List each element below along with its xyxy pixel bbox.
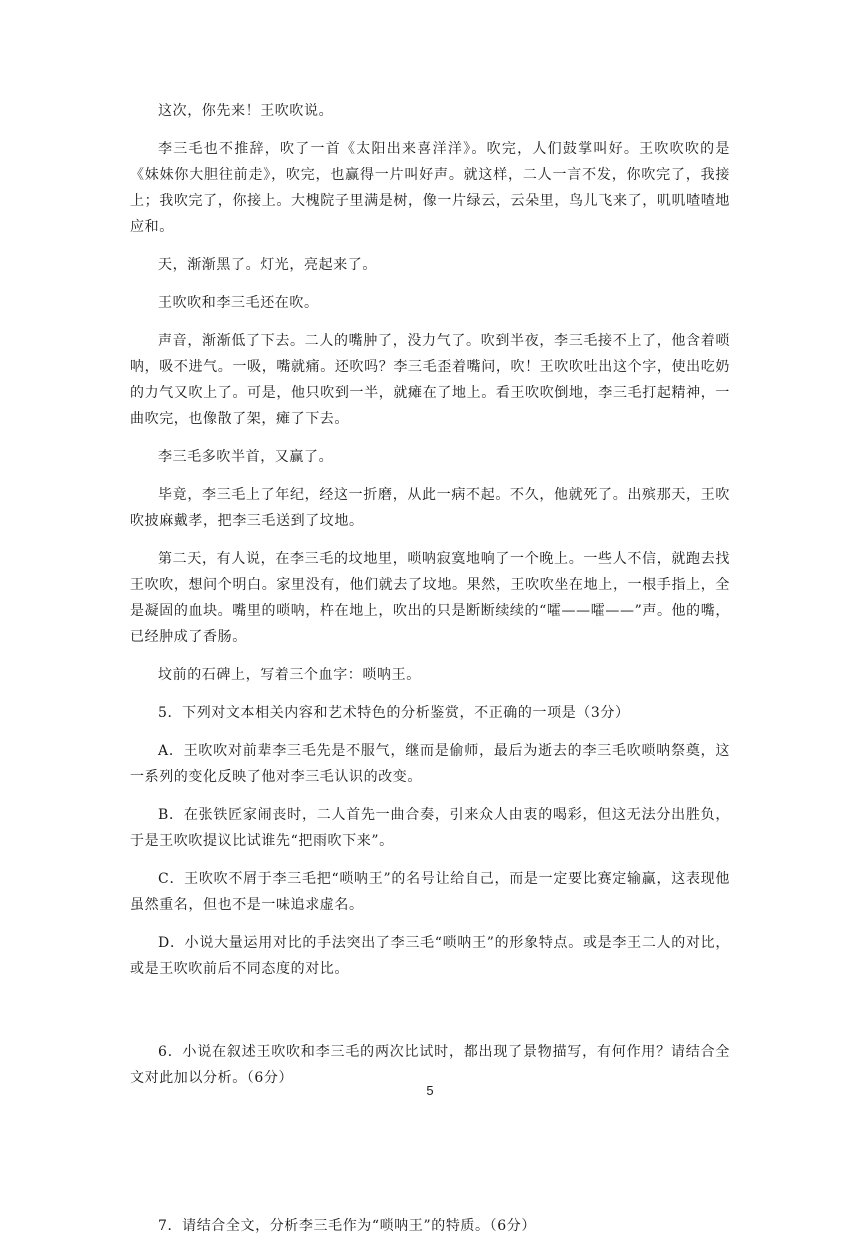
answer-space-q6 <box>130 1091 730 1213</box>
question-7: 7．请结合全文，分析李三毛作为“唢呐王”的特质。（6分） <box>158 1218 536 1234</box>
answer-space-q5 <box>130 994 730 1039</box>
page-content <box>130 98 730 1239</box>
passage-paragraph-2: 李三毛也不推辞，吹了一首《太阳出来喜洋洋》。吹完，人们鼓掌叫好。王吹吹吹的是《妹妹你大胆往前走》，吹完，也赢得一片叫好声。就这样，二人一言不发，你吹完了，我接上；我吹完了，你接上。大槐院子里满是树，像一片绿云，云朵里，鸟儿飞来了，叽叽喳喳地应和。 <box>130 141 730 235</box>
page-number: 5 <box>426 1083 434 1098</box>
question-5-option-b: B．在张铁匠家闹丧时，二人首先一曲合奏，引来众人由衷的喝彩，但这无法分出胜负，于是王吹吹提议比试谁先“把雨吹下来”。 <box>130 807 730 849</box>
passage-paragraph-1: 这次，你先来！王吹吹说。 <box>158 103 334 119</box>
passage-paragraph-4: 王吹吹和李三毛还在吹。 <box>158 295 319 311</box>
passage-paragraph-8: 第二天，有人说，在李三毛的坟地里，唢呐寂寞地响了一个晚上。一些人不信，就跑去找王吹吹，想问个明白。家里没有，他们就去了坟地。果然，王吹吹坐在地上，一根手指上，全是凝固的血块。嘴里的唢呐，杵在地上，吹出的只是断断续续的“嚯——嚯——”声。他的嘴，已经肿成了香肠。 <box>130 551 730 645</box>
question-5-option-a: A．王吹吹对前辈李三毛先是不服气，继而是偷师，最后为逝去的李三毛吹唢呐祭奠，这一系列的变化反映了他对李三毛认识的改变。 <box>130 743 730 785</box>
question-5-stem: 5．下列对文本相关内容和艺术特色的分析鉴赏，不正确的一项是（3分） <box>158 705 630 721</box>
question-5-option-c: C．王吹吹不屑于李三毛把“唢呐王”的名号让给自己，而是一定要比赛定输赢，这表现他虽然重名，但也不是一味追求虚名。 <box>130 871 730 913</box>
passage-paragraph-7: 毕竟，李三毛上了年纪，经这一折磨，从此一病不起。不久，他就死了。出殡那天，王吹吹披麻戴孝，把李三毛送到了坟地。 <box>130 487 730 529</box>
passage-paragraph-9: 坟前的石碑上，写着三个血字：唢呐王。 <box>158 667 421 683</box>
question-5-option-d: D．小说大量运用对比的手法突出了李三毛“唢呐王”的形象特点。或是李王二人的对比，或是王吹吹前后不同态度的对比。 <box>130 935 730 977</box>
passage-paragraph-6: 李三毛多吹半首，又赢了。 <box>158 449 334 465</box>
question-6: 6．小说在叙述王吹吹和李三毛的两次比试时，都出现了景物描写，有何作用？请结合全文对此加以分析。（6分） <box>130 1044 730 1086</box>
passage-paragraph-5: 声音，渐渐低了下去。二人的嘴肿了，没力气了。吹到半夜，李三毛接不上了，他含着唢呐，吸不进气。一吸，嘴就痛。还吹吗？李三毛歪着嘴问，吹！王吹吹吐出这个字，使出吃奶的力气又吹上了。可是，他只吹到一半，就瘫在了地上。看王吹吹倒地，李三毛打起精神，一曲吹完，也像散了架，瘫了下去。 <box>130 333 730 427</box>
passage-paragraph-3: 天，渐渐黑了。灯光，亮起来了。 <box>158 257 377 273</box>
